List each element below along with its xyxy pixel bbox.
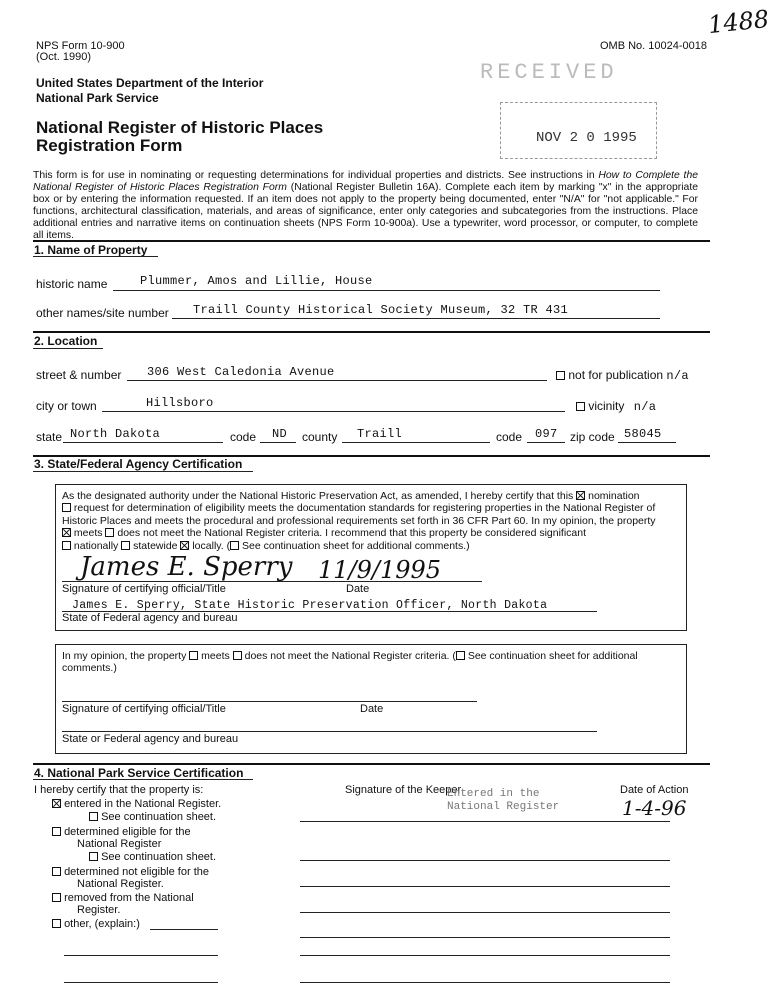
- form-title-line2: Registration Form: [36, 136, 183, 155]
- county-code-line: [527, 442, 565, 443]
- state-code-line: [260, 442, 296, 443]
- state-signature-date: 11/9/1995: [318, 556, 442, 584]
- vicinity-checkbox[interactable]: [576, 402, 585, 411]
- state-date-label: Date: [346, 583, 370, 595]
- opinion-text: [62, 650, 662, 675]
- not-for-publication-value: n/a: [666, 369, 689, 383]
- not-eligible-checkbox[interactable]: [52, 867, 61, 876]
- stamp-date: NOV 2 0 1995: [536, 130, 637, 146]
- not-eligible-option[interactable]: [52, 866, 209, 878]
- eligible-checkbox[interactable]: [52, 827, 61, 836]
- street-label: street & number: [36, 368, 122, 382]
- instructions-title: How to Complete the National Register of Historic Places Registration Form: [33, 170, 698, 193]
- county-code-value[interactable]: 097: [535, 427, 558, 441]
- extra-signature-line-1: [300, 955, 670, 956]
- other-explain-line-2: [64, 955, 218, 956]
- other-explain-line: [150, 929, 218, 930]
- other-names-line: [172, 318, 660, 319]
- street-line: [127, 380, 547, 381]
- other-names-value[interactable]: Traill County Historical Society Museum, 32 TR 431: [193, 303, 569, 317]
- meets-label: meets: [73, 527, 103, 540]
- cert-text-3: does not meet the National Register criteria. I recommend that this property be considered significant: [117, 527, 587, 540]
- eligible-label-1: determined eligible for the: [64, 826, 191, 838]
- entered-option[interactable]: [52, 798, 221, 810]
- removed-option[interactable]: [52, 892, 194, 904]
- eligible-option[interactable]: [52, 826, 191, 838]
- section3-heading-underline: [33, 471, 253, 472]
- state-code-label: code: [230, 430, 257, 444]
- state-agency-label: State of Federal agency and bureau: [62, 612, 238, 624]
- cert-text-2: request for determination of eligibility meets the documentation standards for registering properties in the National Register of Historic Places and meets the procedural and professional requirements set forth in 36 CFR Part 60. In my opinion, the property: [62, 502, 656, 527]
- street-value[interactable]: 306 West Caledonia Avenue: [147, 365, 335, 379]
- eligible-continuation[interactable]: [89, 851, 216, 863]
- state-code-value[interactable]: ND: [272, 427, 288, 441]
- nps-certify-text: I hereby certify that the property is:: [34, 784, 204, 796]
- eligible-signature-line: [300, 860, 670, 861]
- continuation-label: See continuation sheet for additional comments.): [242, 539, 470, 552]
- other-label: other, (explain:): [64, 918, 140, 930]
- opinion-signature-line: [62, 701, 477, 702]
- not-eligible-label-2: National Register.: [77, 878, 164, 890]
- nationally-label: nationally: [73, 539, 119, 552]
- vicinity-value: n/a: [633, 400, 657, 414]
- section1-rule: [33, 240, 710, 242]
- historic-name-line: [113, 290, 660, 291]
- keeper-stamp-line1: Entered in the: [447, 788, 540, 800]
- historic-name-label: historic name: [36, 277, 108, 291]
- county-label: county: [302, 430, 338, 444]
- opinion-signature-label: Signature of certifying official/Title: [62, 703, 226, 715]
- nomination-checkbox[interactable]: [576, 491, 585, 500]
- state-label: state: [36, 430, 63, 444]
- other-signature-line: [300, 937, 670, 938]
- other-explain-line-3: [64, 982, 218, 983]
- eligible-continuation-label: See continuation sheet.: [101, 851, 217, 863]
- other-checkbox[interactable]: [52, 919, 61, 928]
- county-code-label: code: [496, 430, 523, 444]
- received-stamp: [470, 50, 685, 165]
- county-value[interactable]: Traill: [357, 427, 403, 441]
- city-value[interactable]: Hillsboro: [146, 396, 214, 410]
- entered-continuation-checkbox[interactable]: [89, 812, 98, 821]
- state-value[interactable]: North Dakota: [70, 427, 161, 441]
- removed-label-2: Register.: [77, 904, 121, 916]
- date-of-action-label: Date of Action: [620, 784, 689, 796]
- historic-name-value[interactable]: Plummer, Amos and Lillie, House: [140, 274, 373, 288]
- zip-value[interactable]: 58045: [624, 427, 662, 441]
- other-option[interactable]: [52, 918, 140, 930]
- eligible-continuation-checkbox[interactable]: [89, 852, 98, 861]
- instructions-text-1: This form is for use in nominating or requesting determinations for individual properties and districts. See instructions in: [33, 170, 599, 181]
- entered-continuation-label: See continuation sheet.: [101, 811, 217, 823]
- state-certification-text: [62, 490, 682, 552]
- other-names-label: other names/site number: [36, 306, 169, 320]
- nationally-checkbox[interactable]: [62, 541, 71, 550]
- vicinity-label: vicinity: [588, 399, 625, 413]
- extra-signature-line-2: [300, 982, 670, 983]
- not-eligible-label-1: determined not eligible for the: [64, 866, 209, 878]
- vicinity[interactable]: [576, 399, 656, 414]
- meets-checkbox[interactable]: [62, 528, 71, 537]
- statewide-checkbox[interactable]: [121, 541, 130, 550]
- state-agency-value[interactable]: James E. Sperry, State Historic Preservation Officer, North Dakota: [72, 599, 548, 612]
- form-date: (Oct. 1990): [36, 51, 92, 63]
- action-date-value: 1-4-96: [622, 796, 687, 820]
- nomination-label: nomination: [588, 490, 640, 502]
- does-not-meet-checkbox[interactable]: [105, 528, 114, 537]
- handwritten-number: 1488: [706, 4, 771, 40]
- opinion-meets-label: meets: [201, 650, 230, 662]
- opinion-agency-label: State or Federal agency and bureau: [62, 733, 239, 745]
- locally-label: locally. (: [192, 539, 231, 552]
- state-signature-line: [62, 581, 482, 582]
- locally-checkbox[interactable]: [180, 541, 189, 550]
- opinion-date-label: Date: [360, 703, 384, 715]
- removed-checkbox[interactable]: [52, 893, 61, 902]
- opinion-meets-checkbox[interactable]: [189, 651, 198, 660]
- omb-number: OMB No. 10024-0018: [600, 40, 708, 52]
- entered-label: entered in the National Register.: [64, 798, 222, 810]
- not-eligible-signature-line: [300, 886, 670, 887]
- not-for-publication[interactable]: [556, 368, 689, 383]
- not-for-publication-checkbox[interactable]: [556, 371, 565, 380]
- state-signature-label: Signature of certifying official/Title: [62, 583, 226, 595]
- form-number: NPS Form 10-900: [36, 40, 125, 52]
- continuation-sheet-checkbox[interactable]: [230, 541, 239, 550]
- entered-checkbox[interactable]: [52, 799, 61, 808]
- request-determination-checkbox[interactable]: [62, 503, 71, 512]
- section2-heading-underline: [33, 348, 103, 349]
- state-official-signature: James E. Sperry: [80, 552, 293, 582]
- statewide-label: statewide: [133, 539, 178, 552]
- opinion-does-not-meet-checkbox[interactable]: [233, 651, 242, 660]
- state-line: [63, 442, 223, 443]
- section1-heading: 1. Name of Property: [34, 243, 148, 257]
- city-label: city or town: [36, 399, 97, 413]
- opinion-text-2: does not meet the National Register criteria. (: [244, 650, 456, 662]
- instructions-text-2: (National Register Bulletin 16A). Complete each item by marking "x" in the appropriate box or by entering the information requested. If an item does not apply to the property being documented, enter "N/A" for "not applicable." For functions, architectural classification, materials, and areas of significance, enter only categories and subcategories from the instructions. Place additional entries and narrative items on continuation sheets (NPS Form 10-900a). Use a typewriter, word processor, or computer, to complete all items.: [33, 182, 699, 241]
- opinion-text-1: In my opinion, the property: [62, 650, 187, 662]
- zip-line: [618, 442, 676, 443]
- keeper-signature-label: Signature of the Keeper: [345, 784, 462, 796]
- department: United States Department of the Interior: [36, 76, 264, 90]
- cert-text-1: As the designated authority under the National Historic Preservation Act, as amended, I hereby certify that this: [62, 490, 574, 502]
- instructions: [33, 170, 698, 242]
- form-title-line1: National Register of Historic Places: [36, 118, 324, 137]
- removed-signature-line: [300, 912, 670, 913]
- section1-heading-underline: [33, 256, 158, 257]
- opinion-continuation-checkbox[interactable]: [456, 651, 465, 660]
- keeper-stamp-line2: National Register: [447, 801, 560, 813]
- county-line: [342, 442, 490, 443]
- section3-heading: 3. State/Federal Agency Certification: [34, 457, 243, 471]
- zip-label: zip code: [570, 430, 615, 444]
- stamp-received-text: RECEIVED: [480, 60, 618, 85]
- city-line: [102, 411, 565, 412]
- entered-signature-line: [300, 821, 670, 822]
- section2-rule: [33, 331, 710, 333]
- eligible-label-2: National Register: [77, 838, 162, 850]
- removed-label-1: removed from the National: [64, 892, 194, 904]
- service: National Park Service: [36, 91, 159, 105]
- section4-heading-underline: [33, 779, 253, 780]
- opinion-agency-line: [62, 731, 597, 732]
- not-for-publication-label: not for publication: [568, 368, 664, 382]
- entered-continuation[interactable]: [89, 811, 216, 823]
- section4-heading: 4. National Park Service Certification: [34, 766, 244, 780]
- opinion-continuation-label: See continuation sheet for additional comments.): [62, 650, 638, 675]
- section2-heading: 2. Location: [34, 334, 98, 348]
- section4-rule: [33, 763, 710, 765]
